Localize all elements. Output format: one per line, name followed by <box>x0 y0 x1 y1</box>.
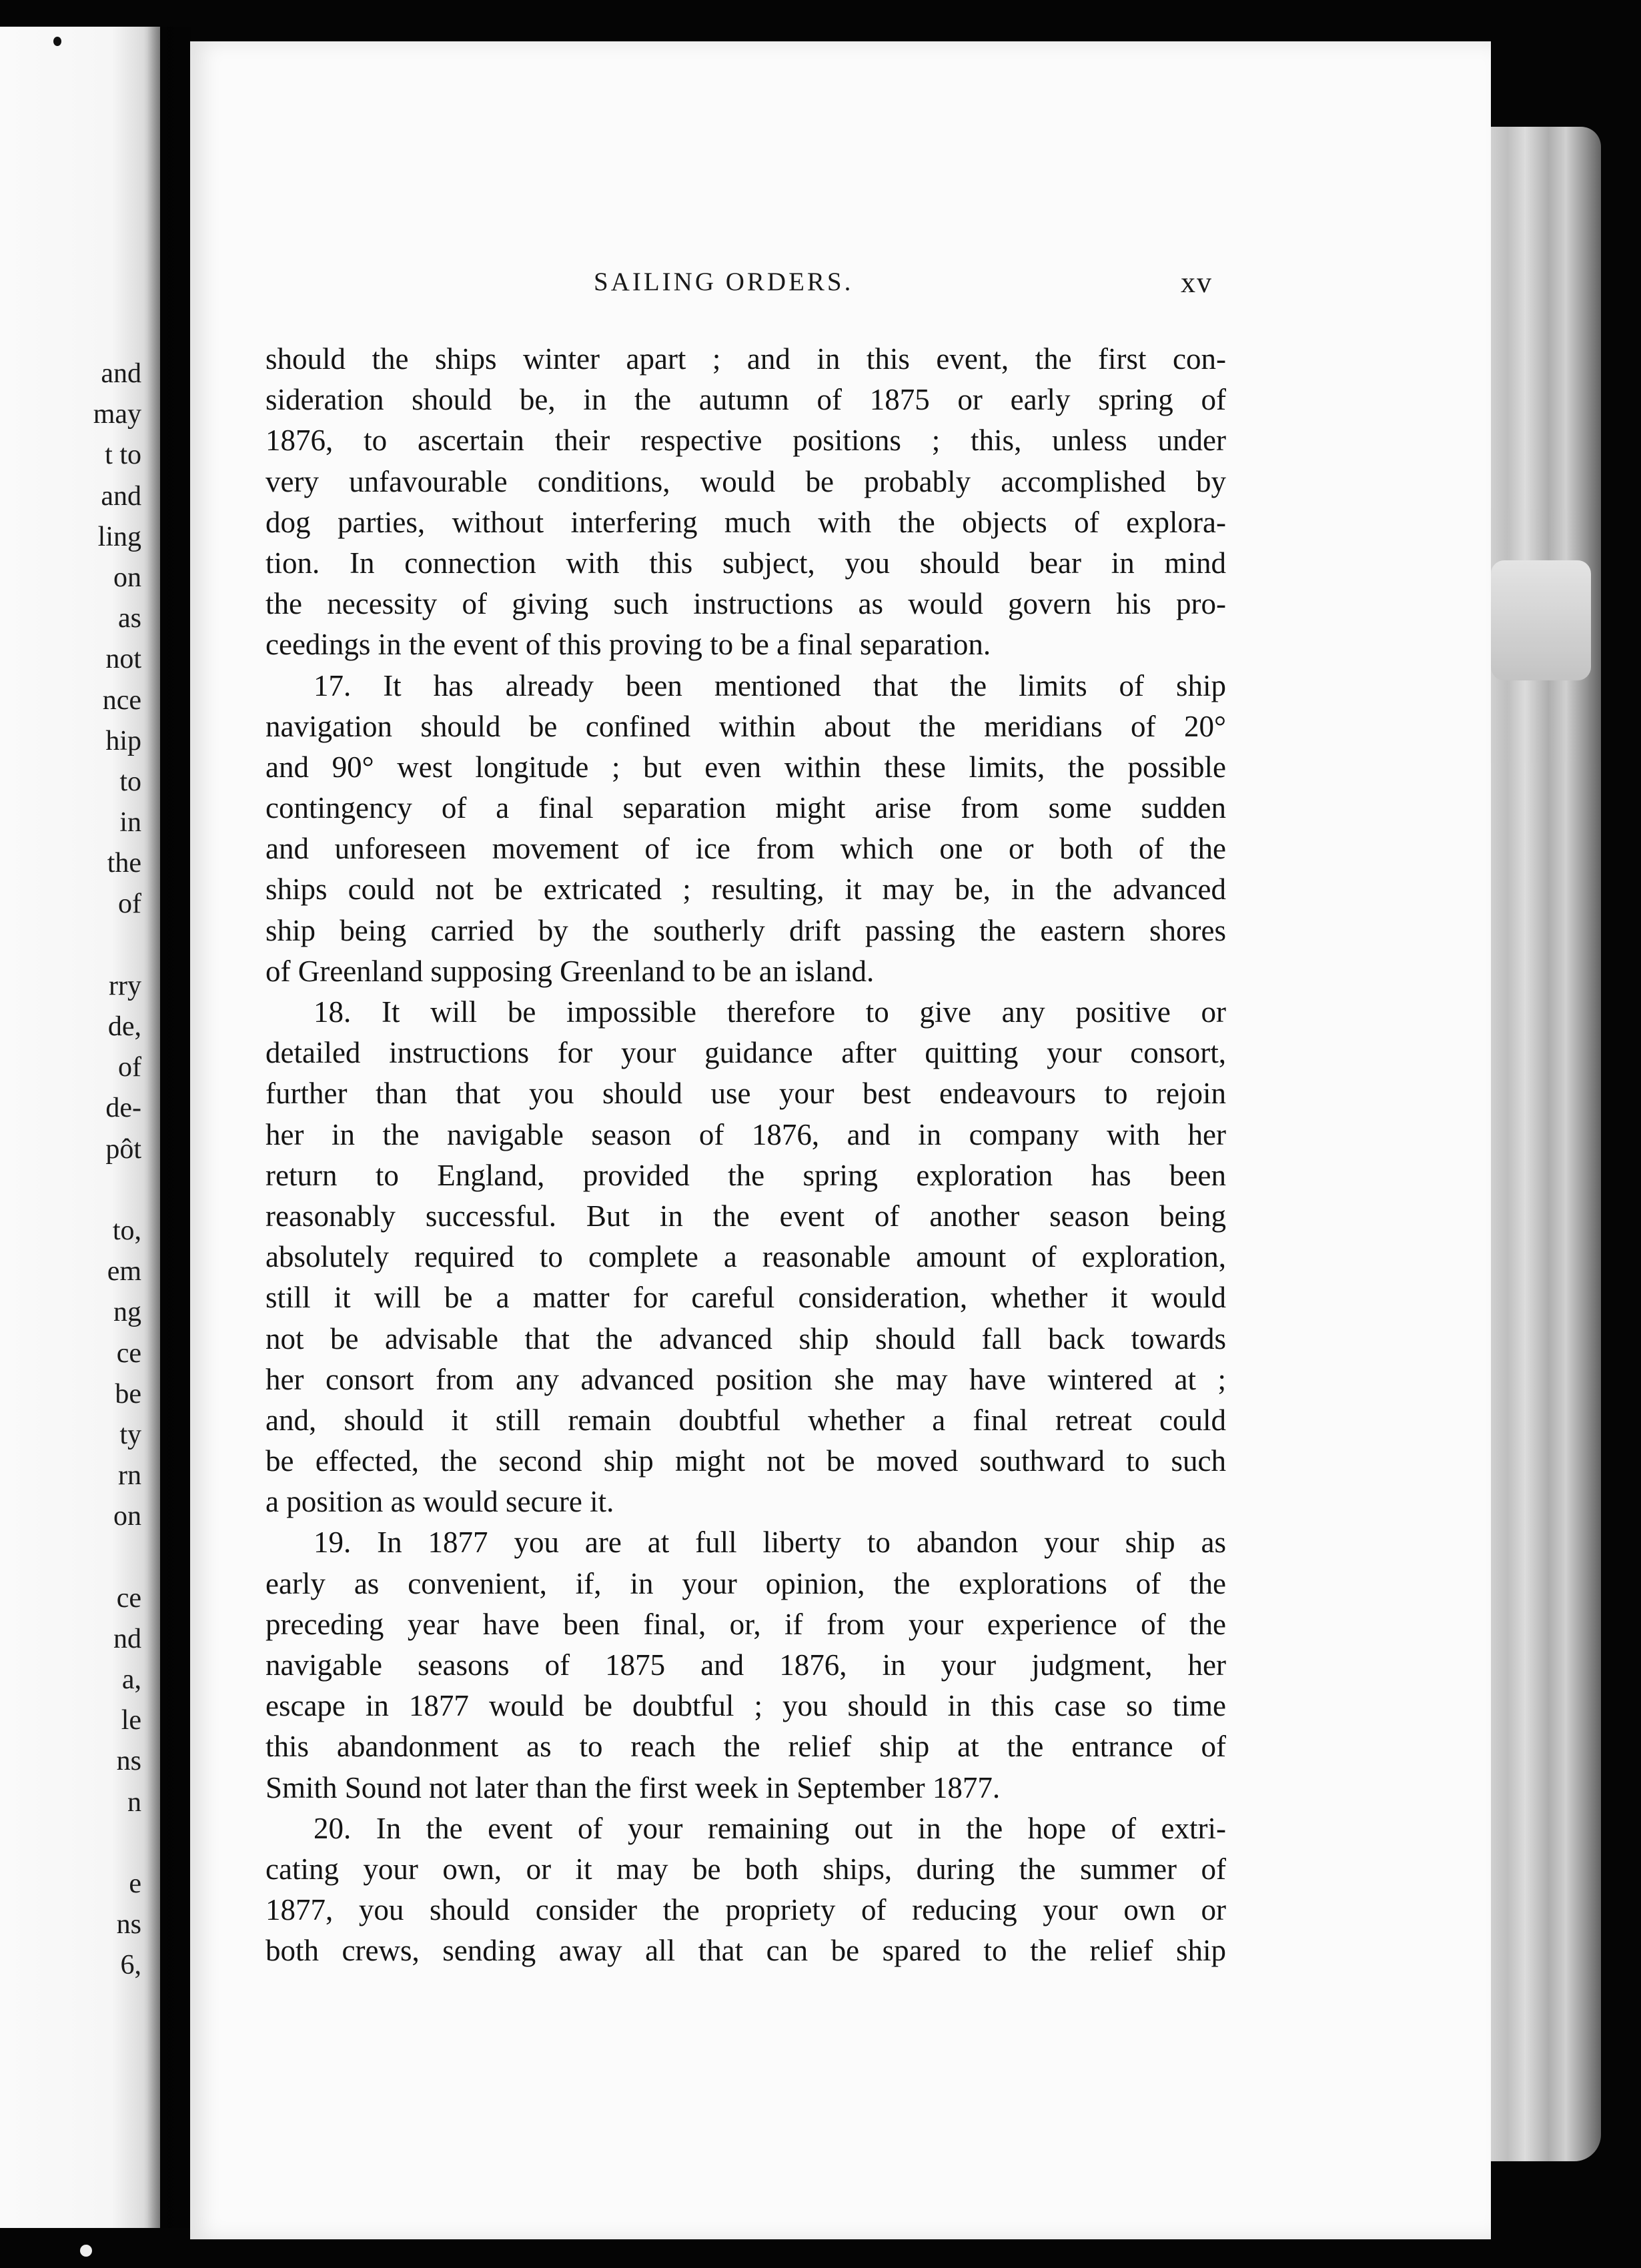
text-line: dog parties, without interfering much with the objects of explora- <box>265 505 1226 539</box>
scan-speck <box>80 2245 92 2257</box>
text-line: of Greenland supposing Greenland to be an island. <box>265 954 875 988</box>
left-page-line-fragment: ty <box>119 1419 141 1450</box>
left-page-line-fragment: le <box>121 1705 141 1736</box>
text-line: navigable seasons of 1875 and 1876, in your judgment, her <box>265 1648 1226 1682</box>
text-line: ships could not be extricated ; resulting, it may be, in the advanced <box>265 873 1226 907</box>
left-page-line-fragment: on <box>113 1501 141 1532</box>
left-page-line-fragment: rry <box>109 970 141 1001</box>
text-line: the necessity of giving such instructions as would govern his pro- <box>265 587 1226 621</box>
text-line: this abandonment as to reach the relief ship at the entrance of <box>265 1730 1226 1764</box>
left-page-line-fragment: to <box>119 766 141 797</box>
left-page-line-fragment: de, <box>107 1011 141 1042</box>
text-line: cating your own, or it may be both ships, during the summer of <box>265 1852 1226 1886</box>
left-page-line-fragment: the <box>107 848 141 879</box>
text-line: a position as would secure it. <box>265 1485 614 1519</box>
left-page-line-fragment: in <box>119 807 141 838</box>
text-line: her consort from any advanced position she may have wintered at ; <box>265 1362 1226 1396</box>
left-page-line-fragment <box>8 1537 141 1578</box>
text-line: ship being carried by the southerly drift passing the eastern shores <box>265 913 1226 947</box>
left-page-line-fragment <box>8 1823 141 1864</box>
text-line: 19. In 1877 you are at full liberty to abandon your ship as <box>314 1526 1226 1560</box>
left-page-line-fragment: ling <box>97 521 141 552</box>
left-page-line-fragment: ce <box>116 1582 141 1614</box>
text-line: absolutely required to complete a reasonable amount of exploration, <box>265 1240 1226 1274</box>
left-page-line-fragment: a, <box>121 1664 141 1695</box>
text-line: 1877, you should consider the propriety of reducing your own or <box>265 1893 1226 1927</box>
text-line: Smith Sound not later than the first week in September 1877. <box>265 1770 1001 1804</box>
left-page-line-fragment: on <box>113 562 141 593</box>
text-line: preceding year have been final, or, if from your experience of the <box>265 1607 1226 1641</box>
left-facing-page <box>0 27 160 2228</box>
text-line: early as convenient, if, in your opinion, the explorations of the <box>265 1566 1226 1600</box>
text-line: reasonably successful. But in the event of another season being <box>265 1199 1226 1233</box>
body-text <box>265 339 1226 1972</box>
left-page-line-fragment: ng <box>113 1297 141 1328</box>
left-page-line-fragment: of <box>118 1052 141 1083</box>
text-line: both crews, sending away all that can be spared to the relief ship <box>265 1934 1226 1968</box>
text-line: not be advisable that the advanced ship should fall back towards <box>265 1321 1226 1355</box>
left-page-line-fragment: ns <box>116 1909 141 1940</box>
page-number: xv <box>1181 266 1213 299</box>
left-page-line-fragment: 6, <box>120 1950 141 1981</box>
text-line: ceedings in the event of this proving to be a final separation. <box>265 628 991 662</box>
left-page-line-fragment: ns <box>116 1746 141 1777</box>
text-line: detailed instructions for your guidance after quitting your consort, <box>265 1036 1226 1070</box>
left-page-text-fragments <box>8 354 141 1987</box>
left-page-line-fragment: em <box>107 1256 141 1287</box>
text-line: and unforeseen movement of ice from which one or both of the <box>265 832 1226 866</box>
left-page-line-fragment: pôt <box>105 1133 141 1165</box>
left-page-line-fragment: n <box>127 1786 141 1818</box>
text-line: 17. It has already been mentioned that the limits of ship <box>314 668 1226 702</box>
left-page-line-fragment: hip <box>105 725 141 756</box>
left-page-line-fragment: de- <box>105 1093 141 1124</box>
left-page-line-fragment: e <box>129 1868 141 1899</box>
left-page-line-fragment: t to <box>105 440 141 471</box>
text-line: 1876, to ascertain their respective positions ; this, unless under <box>265 424 1226 458</box>
text-line: sideration should be, in the autumn of 1875 or early spring of <box>265 383 1226 417</box>
text-line: navigation should be confined within about the meridians of 20° <box>265 709 1226 743</box>
left-page-line-fragment: may <box>93 399 141 430</box>
scan-speck <box>53 37 61 46</box>
text-line: contingency of a final separation might arise from some sudden <box>265 791 1226 825</box>
text-line: further than that you should use your best endeavours to rejoin <box>265 1077 1226 1111</box>
left-page-line-fragment <box>8 925 141 966</box>
text-line: return to England, provided the spring exploration has been <box>265 1158 1226 1192</box>
left-page-line-fragment: of <box>118 889 141 920</box>
text-line: and, should it still remain doubtful whether a final retreat could <box>265 1403 1226 1437</box>
left-page-line-fragment: nd <box>113 1623 141 1654</box>
left-page-line-fragment <box>8 1170 141 1211</box>
text-line: 18. It will be impossible therefore to give any positive or <box>314 995 1226 1029</box>
text-line: and 90° west longitude ; but even within these limits, the possible <box>265 750 1226 784</box>
text-line: her in the navigable season of 1876, and in company with her <box>265 1117 1226 1151</box>
text-line: still it will be a matter for careful consideration, whether it would <box>265 1281 1226 1315</box>
left-page-line-fragment: be <box>115 1378 141 1409</box>
text-line: should the ships winter apart ; and in this event, the first con- <box>265 342 1226 376</box>
left-page-line-fragment: rn <box>118 1460 141 1492</box>
left-page-line-fragment: as <box>118 603 141 634</box>
left-page-line-fragment: to, <box>112 1215 141 1246</box>
text-line: very unfavourable conditions, would be probably accomplished by <box>265 464 1226 498</box>
text-line: 20. In the event of your remaining out in the hope of extri- <box>314 1811 1226 1845</box>
page-edges <box>1484 127 1601 2161</box>
running-head: SAILING ORDERS. <box>594 267 854 296</box>
left-page-line-fragment: and <box>101 358 141 389</box>
text-line: be effected, the second ship might not be moved southward to such <box>265 1444 1226 1478</box>
left-page-line-fragment: not <box>105 644 141 675</box>
text-line: escape in 1877 would be doubtful ; you should in this case so time <box>265 1689 1226 1723</box>
text-line: tion. In connection with this subject, you should bear in mind <box>265 546 1226 580</box>
left-page-line-fragment: and <box>101 480 141 512</box>
left-page-line-fragment: nce <box>102 684 141 716</box>
left-page-line-fragment: ce <box>116 1337 141 1369</box>
